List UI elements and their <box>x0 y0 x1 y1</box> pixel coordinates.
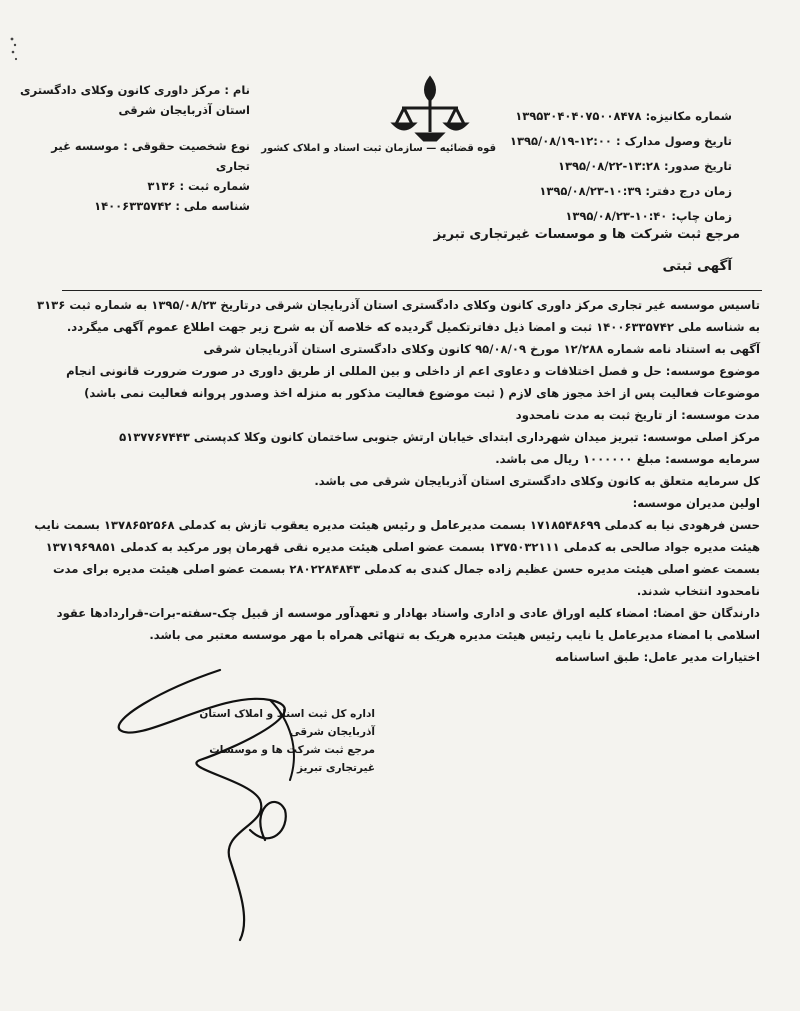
meta-row <box>472 204 732 229</box>
handwritten-signature <box>100 650 350 950</box>
meta-value: ۱۳:۲۸-۱۳۹۵/۰۸/۲۲ <box>557 159 660 173</box>
judiciary-scales-emblem-icon <box>380 70 480 170</box>
entity-type-row <box>20 136 250 176</box>
body-paragraph: اولین مدیران موسسه: <box>632 496 760 510</box>
meta-row <box>472 154 732 179</box>
registry-authority-title: مرجع ثبت شرکت ها و موسسات غیرتجاری تبریز <box>433 227 740 242</box>
body-paragraph: موضوع موسسه: حل و فصل اختلافات و دعاوی اعم از داخلی و بین المللی از طریق داوری در صورت ضرورت قانونی انجام موضوعات فعالیت پس از اخذ مجوز های لازم ( ثبت موضوع فعالیت مذکور به منزله اخذ وصدور پروانه فعالیت نمی باشد) <box>66 364 760 400</box>
body-paragraph: حسن فرهودی نیا به کدملی ۱۷۱۸۵۴۸۶۹۹ بسمت مدیرعامل و رئیس هیئت مدیره یعقوب تازش به کدملی ۱۳۷۸۶۵۲۵۶۸ بسمت نایب هیئت مدیره جواد صالحی به کدملی ۱۳۷۵۰۳۲۱۱۱ بسمت عضو اصلی هیئت مدیره نقی قهرمان پور مرکید به کدملی ۱۳۷۱۹۶۹۸۵۱ بسمت عضو اصلی هیئت مدیره حسن عظیم زاده جمال کندی به کدملی ۲۸۰۲۲۸۴۸۴۳ بسمت عضو اصلی هیئت مدیره برای مدت نامحدود انتخاب شدند. <box>34 518 760 598</box>
body-paragraph: تاسیس موسسه غیر تجاری مرکز داوری کانون وکلای دادگستری استان آذربایجان شرقی درتاریخ ۱۳۹۵/۰۸/۲۳ به شماره ثبت ۳۱۳۶ به شناسه ملی ۱۴۰۰۶۳۳۵۷۴۲ ثبت و امضا ذیل دفاترتکمیل گردیده که خلاصه آن به شرح زیر جهت اطلاع عموم آگهی میگردد. <box>37 298 760 334</box>
entity-name-value: مرکز داوری کانون وکلای دادگستری <box>20 83 221 97</box>
meta-label: زمان چاپ: <box>671 209 732 223</box>
body-paragraph: اختیارات مدیر عامل: طبق اساسنامه <box>555 650 760 664</box>
header-divider <box>62 290 762 291</box>
body-paragraph: مدت موسسه: از تاریخ ثبت به مدت نامحدود <box>515 408 760 422</box>
notice-body <box>30 294 760 668</box>
meta-value: ۱۰:۴۰-۱۳۹۵/۰۸/۲۳ <box>565 209 668 223</box>
entity-national-row <box>20 196 250 216</box>
emblem-caption: قوه قضائیه — سازمان ثبت اسناد و املاک کشور <box>261 143 496 154</box>
meta-value: ۱۳۹۵۳۰۴۰۴۰۷۵۰۰۸۴۷۸ <box>515 109 642 123</box>
body-paragraph: آگهی به استناد نامه شماره ۱۲/۲۸۸ مورخ ۹۵/۰۸/۰۹ کانون وکلای دادگستری استان آذربایجان شرقی <box>203 342 760 356</box>
entity-national-value: ۱۴۰۰۶۳۳۵۷۴۲ <box>94 199 172 213</box>
entity-reg-row <box>20 176 250 196</box>
scan-artifact-marks <box>8 35 22 65</box>
entity-info-block <box>20 80 250 216</box>
entity-national-label: شناسه ملی : <box>175 199 250 213</box>
meta-value: ۱۲:۰۰-۱۳۹۵/۰۸/۱۹ <box>509 134 612 148</box>
body-paragraph: سرمایه موسسه: مبلغ ۱۰۰۰۰۰۰ ریال می باشد. <box>495 452 760 466</box>
meta-value: ۱۰:۳۹-۱۳۹۵/۰۸/۲۳ <box>539 184 642 198</box>
meta-label: تاریخ صدور: <box>664 159 732 173</box>
entity-name-row <box>20 80 250 100</box>
office-line: مرجع ثبت شرکت ها و موسسات غیرتجاری تبریز <box>209 744 375 774</box>
office-line: اداره کل ثبت اسناد و املاک استان آذربایجان شرقی <box>199 708 375 738</box>
body-paragraph: دارندگان حق امضا: امضاء کلیه اوراق عادی و اداری واسناد بهادار و تعهدآور موسسه از قبیل چک-سفته-برات-قراردادها عقود اسلامی با امضاء مدیرعامل یا نایب رئیس هیئت مدیره هریک به تنهائی همراه با مهر موسسه معتبر می باشد. <box>56 606 760 642</box>
entity-reg-value: ۳۱۳۶ <box>147 179 176 193</box>
body-paragraph: مرکز اصلی موسسه: تبریز میدان شهرداری ابتدای خیابان ارتش جنوبی ساختمان کانون وکلا کدپستی ۵۱۳۷۷۶۷۴۴۳ <box>119 430 760 444</box>
entity-type-value: موسسه غیر تجاری <box>51 139 250 173</box>
entity-reg-label: شماره ثبت : <box>179 179 250 193</box>
meta-row <box>472 179 732 204</box>
registry-metadata <box>472 104 732 229</box>
notice-subheading: آگهی ثبتی <box>662 258 732 274</box>
entity-name-line2: استان آذربایجان شرقی <box>118 103 250 117</box>
meta-label: تاریخ وصول مدارک : <box>615 134 732 148</box>
body-paragraph: کل سرمایه متعلق به کانون وکلای دادگستری استان آذربایجان شرقی می باشد. <box>314 474 760 488</box>
entity-name-label: نام : <box>224 83 250 97</box>
meta-row <box>472 104 732 129</box>
entity-type-label: نوع شخصیت حقوقی : <box>123 139 250 153</box>
meta-label: زمان درج دفتر: <box>645 184 732 198</box>
meta-row <box>472 129 732 154</box>
meta-label: شماره مکانیزه: <box>645 109 732 123</box>
